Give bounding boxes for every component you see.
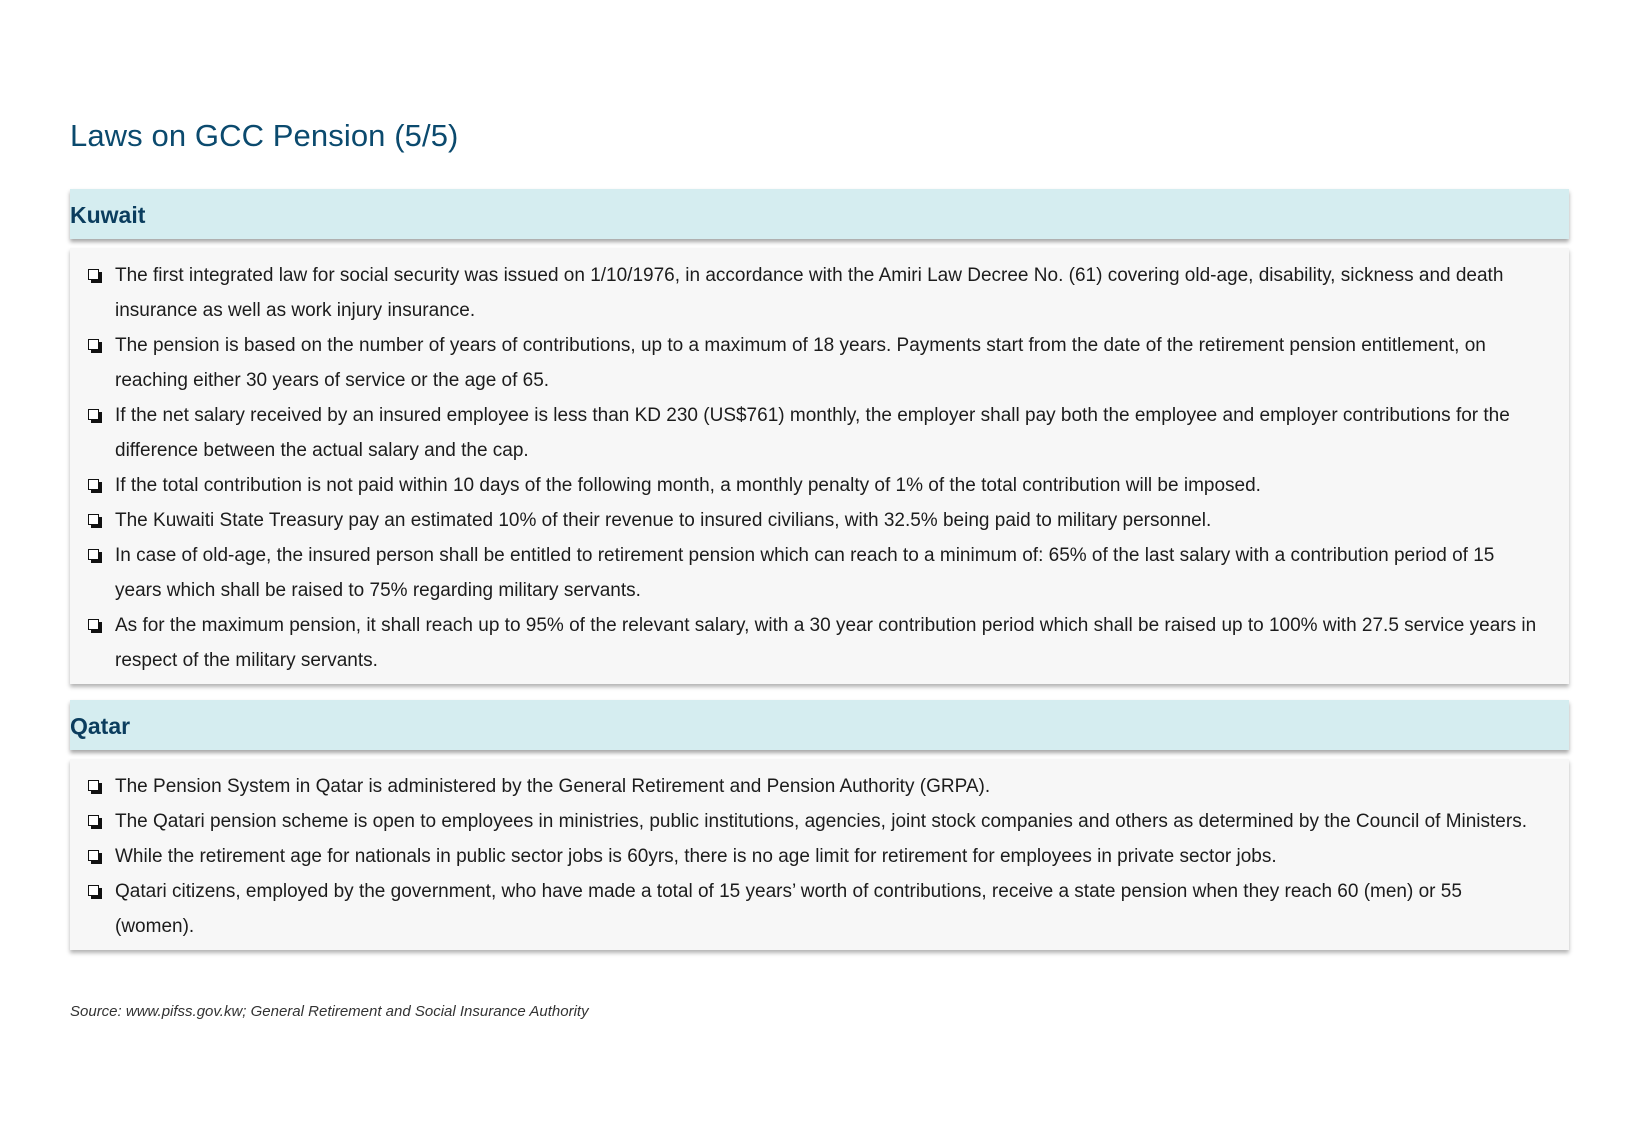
bullet-list	[88, 769, 1541, 944]
source-note: Source: www.pifss.gov.kw; General Retirement and Social Insurance Authority	[70, 1003, 589, 1020]
checkbox-bullet-icon	[88, 549, 99, 560]
checkbox-bullet-icon	[88, 780, 99, 791]
list-item	[88, 874, 1541, 944]
checkbox-bullet-icon	[88, 514, 99, 525]
list-item-text: If the net salary received by an insured employee is less than KD 230 (US$761) monthly, the employer shall pay both the employee and employer contributions for the difference between the actual salary and the cap.	[115, 405, 1510, 461]
list-item-text: Qatari citizens, employed by the government, who have made a total of 15 years’ worth of contributions, receive a state pension when they reach 60 (men) or 55 (women).	[115, 881, 1462, 937]
list-item	[88, 608, 1541, 678]
list-item	[88, 839, 1541, 874]
section-header	[70, 189, 1569, 239]
checkbox-bullet-icon	[88, 409, 99, 420]
list-item	[88, 328, 1541, 398]
list-item-text: If the total contribution is not paid within 10 days of the following month, a monthly penalty of 1% of the total contribution will be imposed.	[115, 475, 1261, 496]
section-body	[70, 248, 1569, 684]
bullet-list	[88, 258, 1541, 678]
list-item-text: The Pension System in Qatar is administered by the General Retirement and Pension Authority (GRPA).	[115, 776, 991, 797]
checkbox-bullet-icon	[88, 479, 99, 490]
checkbox-bullet-icon	[88, 815, 99, 826]
section-qatar	[70, 700, 1569, 950]
list-item	[88, 468, 1541, 503]
section-title: Kuwait	[70, 202, 146, 228]
section-kuwait	[70, 189, 1569, 684]
list-item-text: The first integrated law for social security was issued on 1/10/1976, in accordance with the Amiri Law Decree No. (61) covering old-age, disability, sickness and death insurance as well as work injury insurance.	[115, 265, 1504, 321]
list-item	[88, 503, 1541, 538]
list-item-text: While the retirement age for nationals in public sector jobs is 60yrs, there is no age limit for retirement for employees in private sector jobs.	[115, 846, 1277, 867]
list-item	[88, 804, 1541, 839]
checkbox-bullet-icon	[88, 619, 99, 630]
list-item-text: The Qatari pension scheme is open to employees in ministries, public institutions, agencies, joint stock companies and others as determined by the Council of Ministers.	[115, 811, 1527, 832]
checkbox-bullet-icon	[88, 269, 99, 280]
list-item-text: The Kuwaiti State Treasury pay an estimated 10% of their revenue to insured civilians, with 32.5% being paid to military personnel.	[115, 510, 1212, 531]
list-item-text: In case of old-age, the insured person shall be entitled to retirement pension which can reach to a minimum of: 65% of the last salary with a contribution period of 15 years which shall be raised to 75% regarding military servants.	[115, 545, 1495, 601]
list-item	[88, 258, 1541, 328]
checkbox-bullet-icon	[88, 339, 99, 350]
page-title: Laws on GCC Pension (5/5)	[70, 118, 459, 153]
checkbox-bullet-icon	[88, 850, 99, 861]
section-header	[70, 700, 1569, 750]
list-item	[88, 398, 1541, 468]
section-body	[70, 759, 1569, 950]
list-item	[88, 538, 1541, 608]
list-item-text: The pension is based on the number of years of contributions, up to a maximum of 18 years. Payments start from the date of the retirement pension entitlement, on reaching either 30 years of service or the age of 65.	[115, 335, 1486, 391]
checkbox-bullet-icon	[88, 885, 99, 896]
section-title: Qatar	[70, 713, 131, 739]
list-item	[88, 769, 1541, 804]
list-item-text: As for the maximum pension, it shall reach up to 95% of the relevant salary, with a 30 year contribution period which shall be raised up to 100% with 27.5 service years in respect of the military servants.	[115, 615, 1537, 671]
